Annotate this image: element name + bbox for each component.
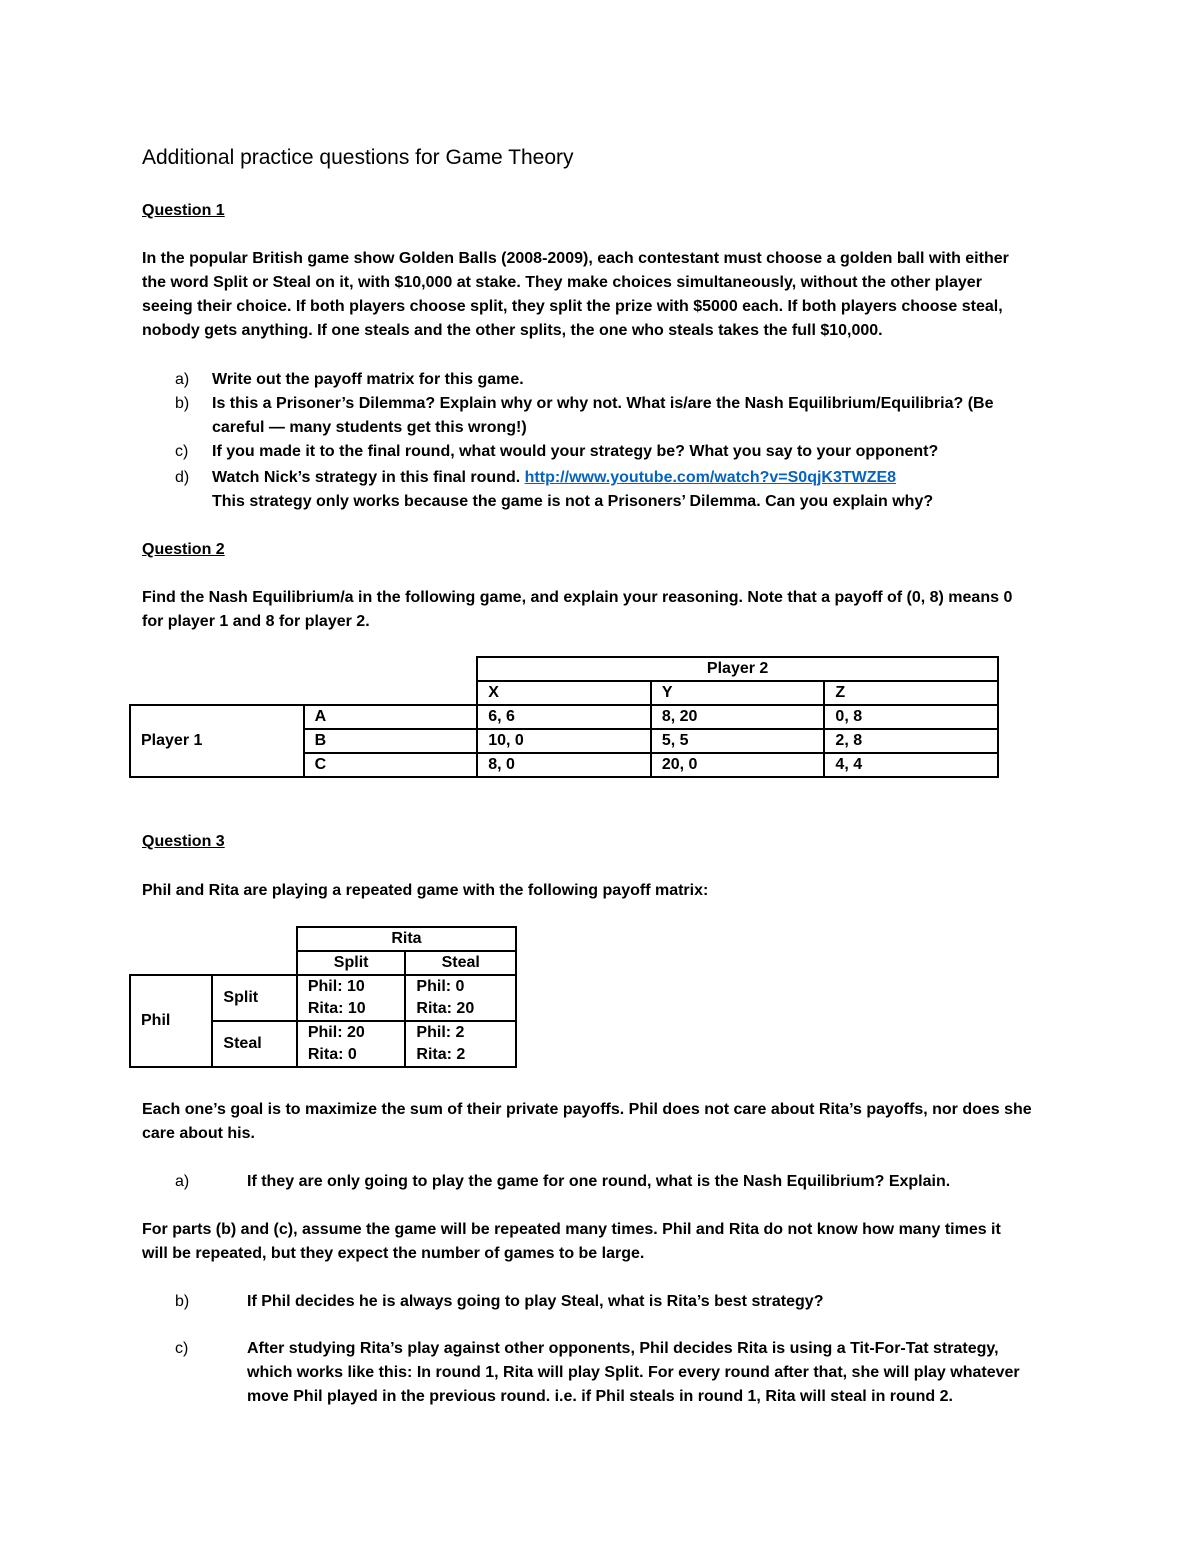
- question-3-intro: Phil and Rita are playing a repeated game with the following payoff matrix:: [142, 882, 709, 899]
- question-3c: [175, 1337, 1075, 1409]
- item-text: If you made it to the final round, what would your strategy be? What you say to your opponent?: [212, 443, 939, 460]
- payoff-cell: Phil: 0 Rita: 20: [405, 975, 516, 1021]
- column-header: Split: [297, 951, 406, 975]
- column-header: X: [477, 681, 651, 705]
- column-player-label: Player 2: [477, 657, 998, 681]
- repeat-line: will be repeated, but they expect the number of games to be large.: [142, 1245, 645, 1262]
- repeat-line: For parts (b) and (c), assume the game will be repeated many times. Phil and Rita do not know how many times it: [142, 1221, 1001, 1238]
- row-player-label: Player 1: [130, 705, 304, 777]
- payoff-cell: 10, 0: [477, 729, 651, 753]
- payoff-table-q2: [129, 656, 999, 778]
- question-2-heading: Question 2: [142, 541, 225, 558]
- goal-line: Each one’s goal is to maximize the sum of their private payoffs. Phil does not care about Rita’s payoffs, nor does she: [142, 1101, 1032, 1118]
- intro-line: the word Split or Steal on it, with $10,000 at stake. They make choices simultaneously, without the other player: [142, 274, 982, 291]
- item-line: After studying Rita’s play against other opponents, Phil decides Rita is using a Tit-For-Tat strategy,: [247, 1340, 999, 1357]
- row-header: C: [304, 753, 478, 777]
- question-2-intro: [142, 586, 1062, 634]
- youtube-link[interactable]: http://www.youtube.com/watch?v=S0qjK3TWZE8: [524, 469, 897, 486]
- intro-line: In the popular British game show Golden Balls (2008-2009), each contestant must choose a golden ball with either: [142, 250, 1009, 267]
- payoff-cell: 2, 8: [824, 729, 998, 753]
- item-label: b): [175, 1293, 190, 1310]
- item-label: a): [175, 371, 190, 388]
- item-label: c): [175, 443, 189, 460]
- intro-line: for player 1 and 8 for player 2.: [142, 613, 370, 630]
- column-header: Z: [824, 681, 998, 705]
- row-header: B: [304, 729, 478, 753]
- question-1-heading: Question 1: [142, 202, 225, 219]
- question-3-heading: Question 3: [142, 833, 225, 850]
- column-header: Steal: [405, 951, 516, 975]
- payoff-cell: Phil: 10 Rita: 10: [297, 975, 406, 1021]
- item-line: Is this a Prisoner’s Dilemma? Explain why or why not. What is/are the Nash Equilibrium/Equilibria? (Be: [212, 395, 994, 412]
- item-line: which works like this: In round 1, Rita will play Split. For every round after that, she will play whatever: [247, 1364, 1020, 1381]
- item-line: This strategy only works because the game is not a Prisoners’ Dilemma. Can you explain why?: [212, 493, 934, 510]
- row-header: Split: [212, 975, 296, 1021]
- intro-line: nobody gets anything. If one steals and the other splits, the one who steals takes the full $10,000.: [142, 322, 883, 339]
- question-1-intro: [142, 247, 1062, 343]
- item-label: a): [175, 1173, 190, 1190]
- item-text: If Phil decides he is always going to play Steal, what is Rita’s best strategy?: [247, 1293, 824, 1310]
- table-row: [130, 975, 516, 1021]
- intro-line: Find the Nash Equilibrium/a in the following game, and explain your reasoning. Note that a payoff of (0, 8) means 0: [142, 589, 1013, 606]
- item-line: move Phil played in the previous round. i.e. if Phil steals in round 1, Rita will steal in round 2.: [247, 1388, 953, 1405]
- row-header: A: [304, 705, 478, 729]
- payoff-cell: 8, 20: [651, 705, 825, 729]
- question-1b: [175, 392, 1075, 440]
- question-1d: [175, 466, 1075, 514]
- payoff-cell: 8, 0: [477, 753, 651, 777]
- item-text: [212, 466, 1072, 514]
- item-label: d): [175, 469, 190, 486]
- payoff-cell: Phil: 20 Rita: 0: [297, 1021, 406, 1067]
- column-player-label: Rita: [297, 927, 516, 951]
- item-label: b): [175, 395, 190, 412]
- page-title: Additional practice questions for Game Theory: [142, 146, 574, 169]
- intro-line: seeing their choice. If both players choose split, they split the prize with $5000 each. If both players choose steal,: [142, 298, 1003, 315]
- item-text: [247, 1337, 1067, 1409]
- item-label: c): [175, 1340, 189, 1357]
- payoff-cell: 4, 4: [824, 753, 998, 777]
- goal-line: care about his.: [142, 1125, 255, 1142]
- column-header: Y: [651, 681, 825, 705]
- payoff-cell: Phil: 2 Rita: 2: [405, 1021, 516, 1067]
- payoff-cell: 0, 8: [824, 705, 998, 729]
- payoff-cell: 6, 6: [477, 705, 651, 729]
- payoff-cell: 20, 0: [651, 753, 825, 777]
- question-3-goal: [142, 1098, 1062, 1146]
- question-3-repeat-note: [142, 1218, 1062, 1266]
- item-text: Write out the payoff matrix for this game.: [212, 371, 524, 388]
- table-row: [130, 705, 998, 729]
- item-text: If they are only going to play the game for one round, what is the Nash Equilibrium? Explain.: [247, 1173, 951, 1190]
- item-line: careful — many students get this wrong!): [212, 419, 527, 436]
- item-text: [212, 392, 1072, 440]
- payoff-cell: 5, 5: [651, 729, 825, 753]
- row-player-label: Phil: [130, 975, 212, 1067]
- item-line: Watch Nick’s strategy in this final round.: [212, 469, 525, 486]
- payoff-table-q3: [129, 926, 517, 1068]
- row-header: Steal: [212, 1021, 296, 1067]
